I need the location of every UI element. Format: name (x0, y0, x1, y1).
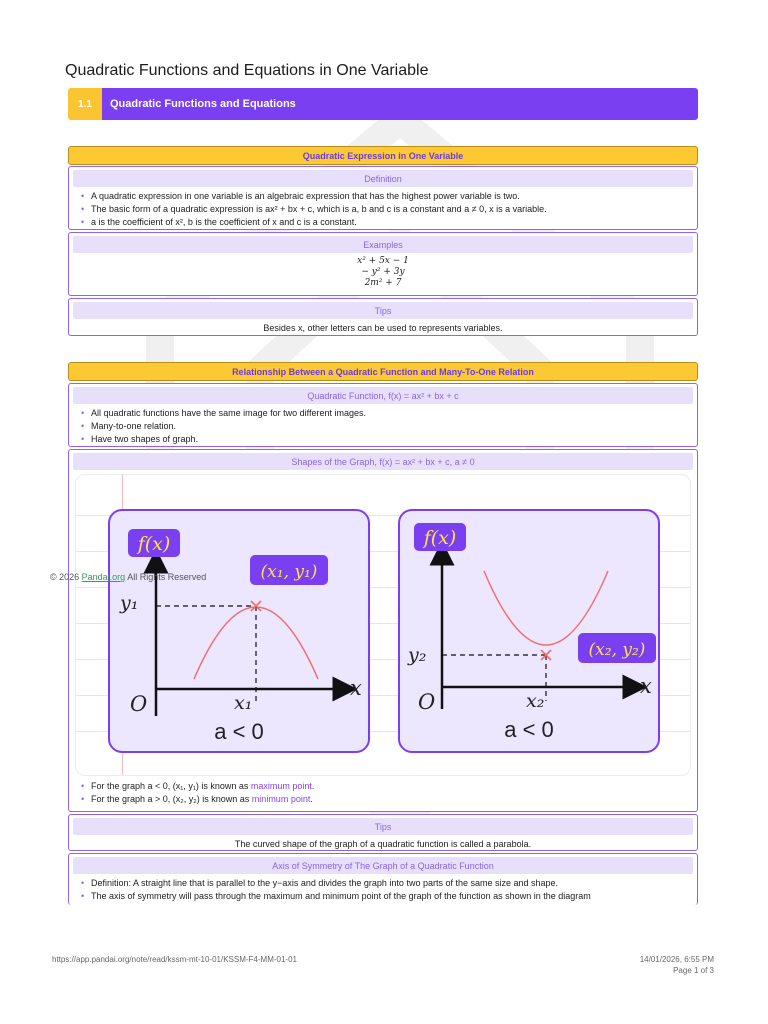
pandai-link[interactable]: Pandai.org (81, 572, 126, 582)
point-label: (x₁, y₁) (260, 562, 318, 582)
graph-shapes-heading: Shapes of the Graph, f(x) = ax² + bx + c, a ≠ 0 (73, 453, 693, 470)
section-title: Quadratic Functions and Equations (102, 88, 698, 120)
list-item: • The axis of symmetry will pass through the maximum and minimum point of the graph of the function as shown in the diagram (81, 890, 693, 903)
y-value-label: y₁ (120, 592, 139, 614)
page-title: Quadratic Functions and Equations in One Variable (65, 62, 429, 79)
y-value-label: y₂ (408, 644, 427, 666)
tips-heading: Tips (73, 818, 693, 835)
list-item: • a is the coefficient of x², b is the coefficient of x and c is a constant. (81, 216, 693, 229)
maximum-point-term: maximum point (250, 781, 312, 791)
example-expression: − y² + 3y (361, 267, 405, 277)
quadratic-function-box (68, 383, 698, 447)
examples-heading: Examples (73, 236, 693, 253)
example-expression: x² + 5x − 1 (357, 256, 409, 266)
list-item: • A quadratic expression in one variable is an algebraic expression that has the highest power variable is two. (81, 190, 693, 203)
footer-url: https://app.pandai.org/note/read/kssm-mt-10-01/KSSM-F4-MM-01-01 (52, 955, 297, 964)
list-item: • Many-to-one relation. (81, 420, 693, 433)
x-value-label: x₂ (526, 690, 545, 712)
fx-label: f(x) (137, 533, 171, 555)
block-title-relationship: Relationship Between a Quadratic Function and Many-To-One Relation (68, 362, 698, 381)
quadratic-function-list (73, 407, 693, 446)
parabola-tips-box (68, 814, 698, 851)
list-item: • Have two shapes of graph. (81, 433, 693, 446)
x-axis-label: x (350, 676, 362, 700)
graph-shapes-box (68, 449, 698, 812)
graph-notes-list (73, 780, 693, 806)
point-label: (x₂, y₂) (588, 640, 646, 660)
x-value-label: x₁ (234, 692, 253, 714)
tips-text: The curved shape of the graph of a quadratic function is called a parabola. (234, 839, 532, 849)
definition-list (73, 190, 693, 229)
block-title-quadratic-expression: Quadratic Expression in One Variable (68, 146, 698, 165)
footer-date: 14/01/2026, 6:55 PM (639, 955, 714, 964)
axis-of-symmetry-box (68, 853, 698, 905)
axis-heading: Axis of Symmetry of The Graph of a Quadratic Function (73, 857, 693, 874)
graph-card-minimum (398, 509, 660, 753)
axis-list (73, 877, 693, 903)
tips-text: Besides x, other letters can be used to represents variables. (263, 323, 503, 333)
footer-page-number: Page 1 of 3 (673, 966, 714, 975)
origin-label: O (418, 690, 436, 714)
graph-caption: a < 0 (504, 717, 554, 742)
tips-heading: Tips (73, 302, 693, 319)
graph-caption: a < 0 (214, 719, 264, 744)
list-item: • Definition: A straight line that is parallel to the y−axis and divides the graph into two parts of the same size and shape. (81, 877, 693, 890)
definition-heading: Definition (73, 170, 693, 187)
graph-card-maximum (108, 509, 370, 753)
list-item: • All quadratic functions have the same image for two different images. (81, 407, 693, 420)
quadratic-function-heading: Quadratic Function, f(x) = ax² + bx + c (73, 387, 693, 404)
fx-label: f(x) (423, 527, 457, 549)
origin-label: O (130, 692, 148, 716)
list-item: • For the graph a > 0, (x₂, y₂) is known as minimum point. (81, 793, 693, 806)
graph-figure (75, 474, 691, 776)
list-item: • The basic form of a quadratic expression is ax² + bx + c, which is a, b and c is a constant and a ≠ 0, x is a variable. (81, 203, 693, 216)
examples-box (68, 232, 698, 296)
section-number: 1.1 (68, 88, 102, 120)
list-item: • For the graph a < 0, (x₁, y₁) is known as maximum point. (81, 780, 693, 793)
definition-box (68, 166, 698, 230)
x-axis-label: x (640, 674, 652, 698)
example-expression: 2m² + 7 (364, 278, 402, 288)
copyright-notice: © 2026 Pandai.org All Rights Reserved (50, 572, 207, 582)
tips-box (68, 298, 698, 336)
section-header (68, 88, 698, 120)
minimum-point-term: minimum point (251, 794, 311, 804)
examples-list (73, 256, 693, 289)
